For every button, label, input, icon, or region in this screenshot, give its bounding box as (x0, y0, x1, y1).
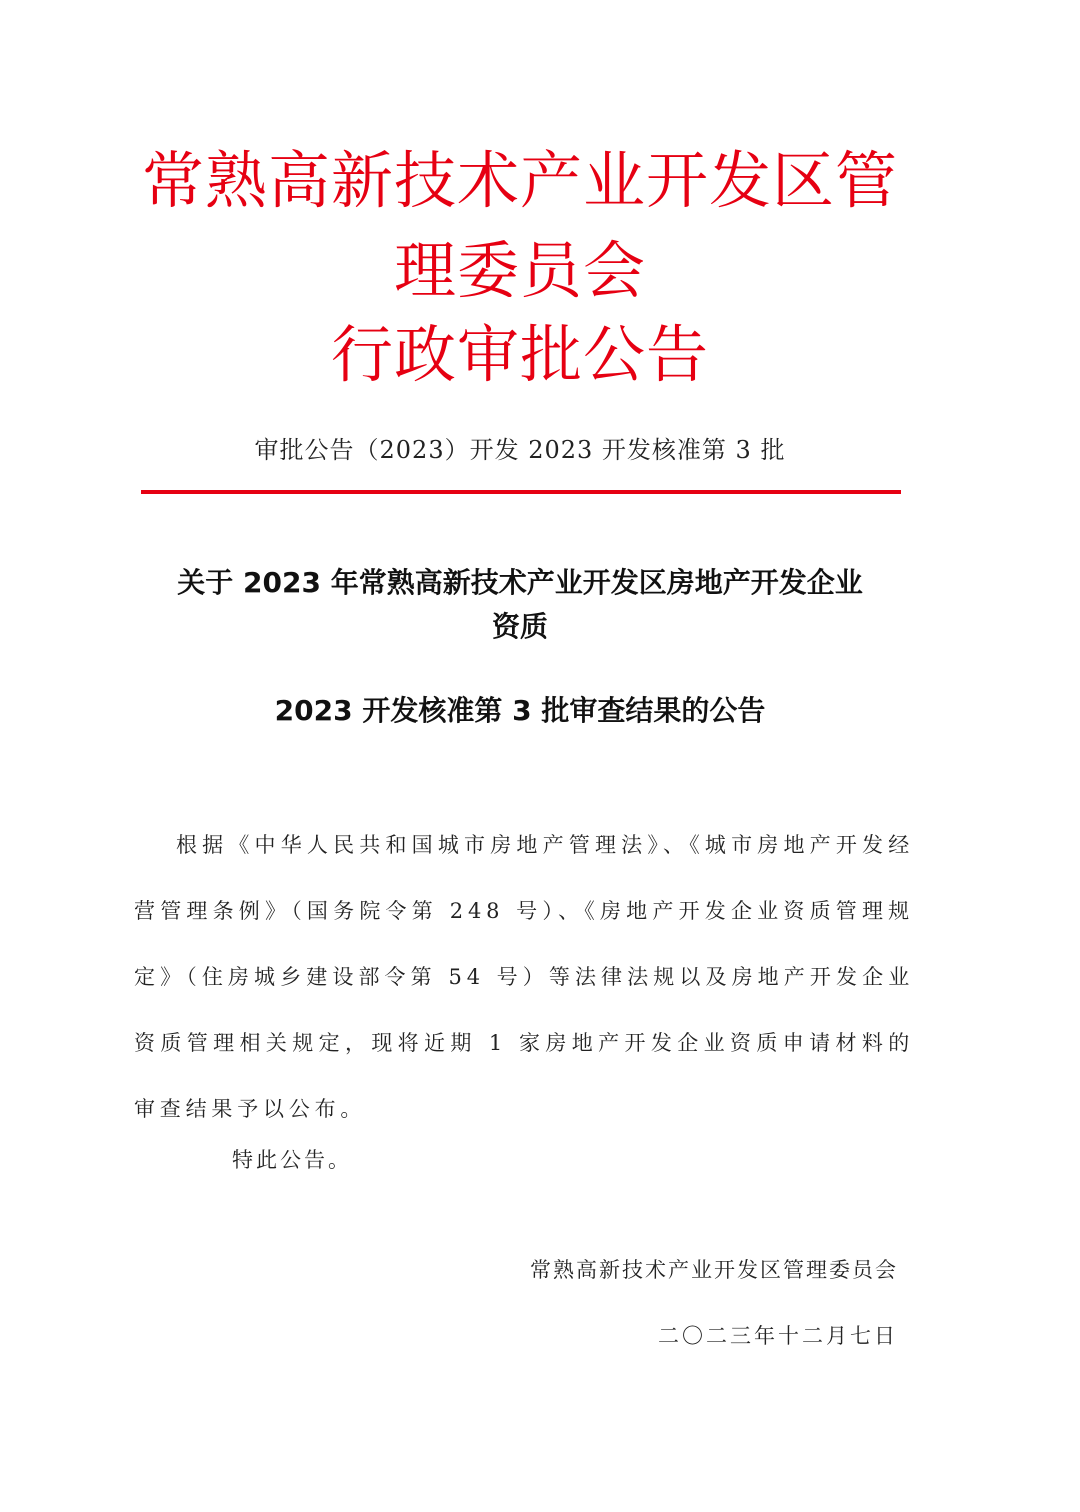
notice-title-line-3: 2023 开发核准第 3 批审查结果的公告 (274, 694, 766, 727)
notice-title-line-2: 资质 (491, 610, 548, 643)
signature-organization: 常熟高新技术产业开发区管理委员会 (530, 1258, 898, 1282)
document-number: 审批公告（2023）开发 2023 开发核准第 3 批 (254, 436, 786, 464)
signature-date: 二〇二三年十二月七日 (658, 1324, 898, 1348)
closing-statement: 特此公告。 (232, 1148, 352, 1172)
body-paragraph: 根据《中华人民共和国城市房地产管理法》、《城市房地产开发经营管理条例》（国务院令第 248 号）、《房地产开发企业资质管理规定》（住房城乡建设部令第 54 号）等法律法规以及房地产开发企业资质管理相关规定，现将近期 1 家房地产开发企业资质申请材料的审查结果予以公布。 (134, 833, 914, 1121)
letterhead-line-2: 理委员会 (393, 234, 646, 307)
red-divider-line (141, 490, 901, 494)
letterhead-line-1: 常熟高新技术产业开发区管 (141, 144, 898, 217)
notice-title-line-1: 关于 2023 年常熟高新技术产业开发区房地产开发企业 (177, 566, 863, 599)
letterhead-line-3: 行政审批公告 (330, 318, 709, 391)
